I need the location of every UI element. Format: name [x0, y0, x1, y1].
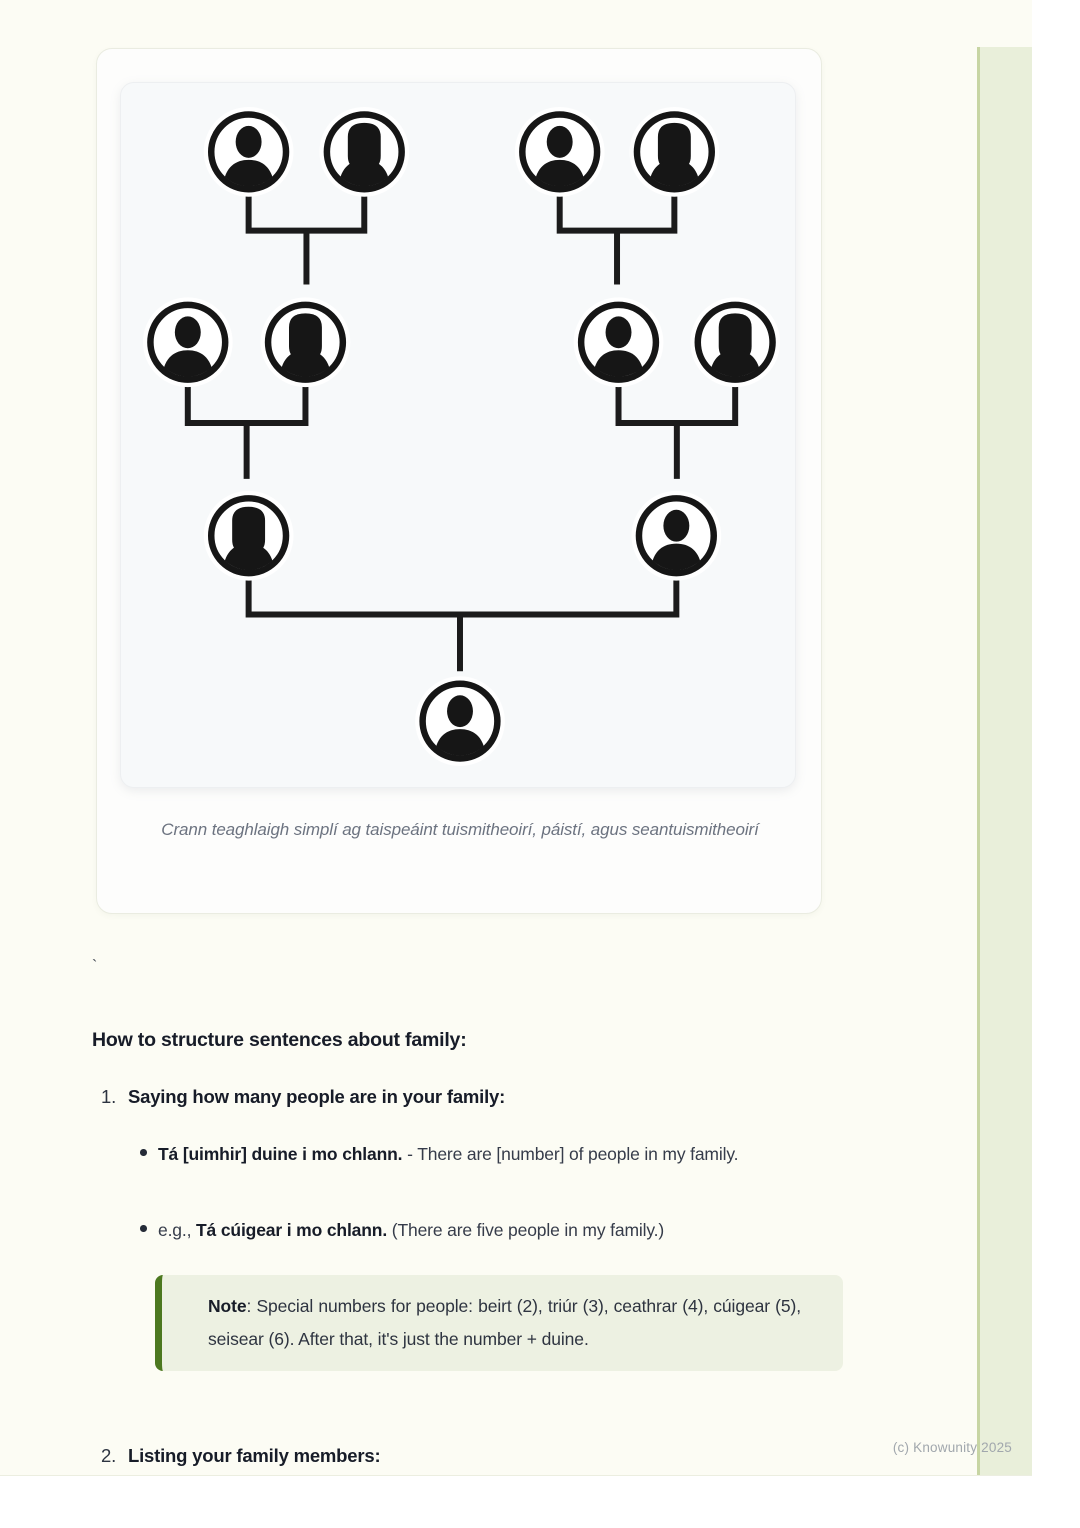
person-grandmother-left-icon: [319, 107, 409, 197]
person-father-right-icon: [574, 297, 664, 387]
bullet-marker: [140, 1225, 147, 1232]
bullet-item-1: [158, 1138, 802, 1170]
list-item-2: [101, 1445, 380, 1467]
person-mother-right-icon: [690, 297, 780, 387]
person-grandfather-right-icon: [515, 107, 605, 197]
copyright-credit: (c) Knowunity 2025: [892, 1440, 1012, 1455]
person-father-left-icon: [143, 297, 233, 387]
tree-connector-line: [619, 383, 736, 423]
section-heading: How to structure sentences about family:: [92, 1029, 467, 1051]
note-label: Note: [208, 1296, 247, 1316]
tree-connector-line: [188, 383, 306, 423]
bullet-2-text: [158, 1214, 802, 1246]
stray-backtick-character: `: [92, 958, 98, 975]
tree-connector-line: [560, 194, 675, 231]
bullet-1-translation: - There are [number] of people in my family.: [402, 1144, 739, 1164]
bullet-item-2: [158, 1214, 802, 1246]
bullet-2-prefix: e.g.,: [158, 1220, 197, 1240]
list-item-1-title: Saying how many people are in your family:: [127, 1086, 506, 1107]
list-item-2-title: Listing your family members:: [127, 1445, 381, 1466]
figure-card: [96, 48, 822, 914]
person-daughter-icon: [204, 491, 294, 581]
person-mother-left-icon: [261, 297, 351, 387]
tree-connectors: [188, 194, 735, 672]
tree-connector-line: [249, 194, 365, 231]
tree-connector-line: [249, 577, 677, 615]
list-item-1: [101, 1086, 505, 1108]
bullet-marker: [140, 1149, 147, 1156]
list-item-1-number: 1.: [101, 1086, 117, 1107]
note-callout: [155, 1275, 843, 1371]
bullet-2-translation: (There are five people in my family.): [387, 1220, 665, 1240]
bullet-1-irish-phrase: Tá [uimhir] duine i mo chlann.: [158, 1144, 403, 1164]
person-grandmother-right-icon: [629, 107, 719, 197]
bullet-2-irish-phrase: Tá cúigear i mo chlann.: [196, 1220, 388, 1240]
person-grandchild-icon: [415, 676, 505, 766]
person-grandfather-left-icon: [204, 107, 294, 197]
family-tree-panel: [120, 82, 796, 788]
bullet-1-text: [158, 1138, 802, 1170]
note-text: [208, 1290, 801, 1356]
right-accent-stripe: [977, 47, 1032, 1475]
list-item-2-number: 2.: [101, 1445, 117, 1466]
note-body: : Special numbers for people: beirt (2), triúr (3), ceathrar (4), cúigear (5), seisear (6). After that, it's just the number + duine.: [208, 1296, 801, 1349]
person-son-icon: [631, 491, 721, 581]
family-tree-svg: [121, 83, 795, 787]
figure-caption: Crann teaghlaigh simplí ag taispeáint tuismitheoirí, páistí, agus seantuismitheoirí: [161, 820, 759, 839]
